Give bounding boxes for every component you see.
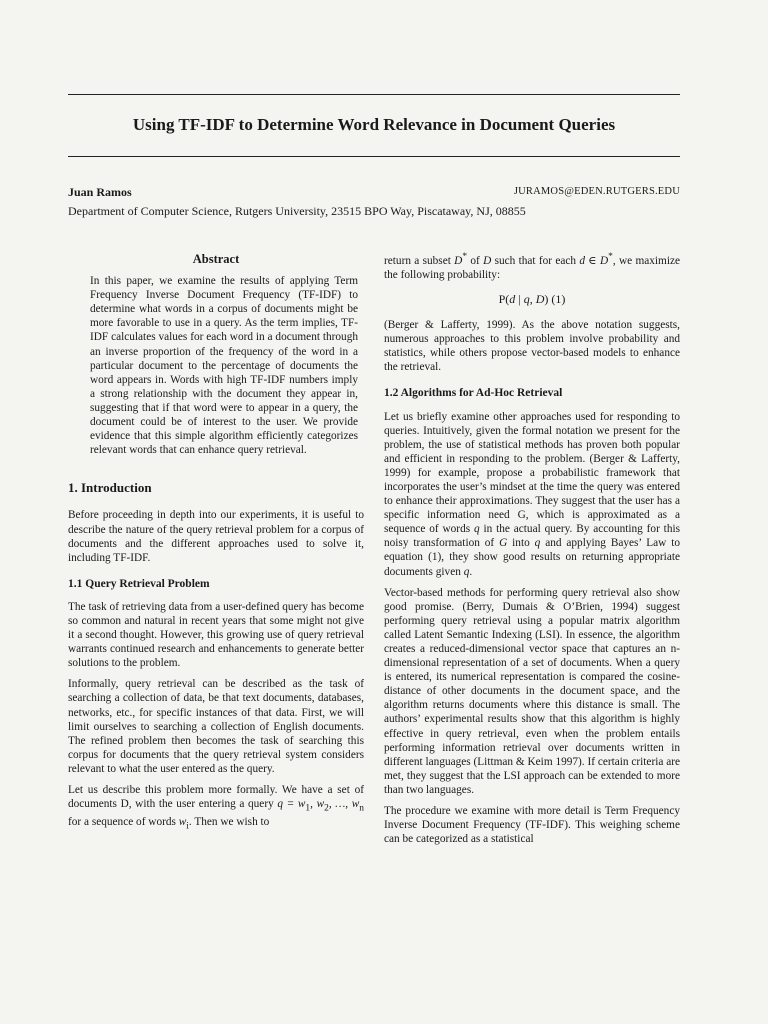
- equation-1: P(d | q, D) (1): [498, 291, 566, 306]
- s12-paragraph-2: Vector-based methods for performing query retrieval also show good promise. (Berry, Dumais & O’Brien, 1994) suggest performing query retrieval using a popular matrix algorithm called Latent Semantic Indexing (LSI). In essence, the algorithm creates a reduced-dimensional vector space that captures an n-dimensional representation of a set of documents. When a query is entered, its numerical representation is compared the cosine-distance of other documents in the document space, and the algorithm returns documents where this distance is small. The authors’ experimental results show that this algorithm is highly effective in query retrieval, even when the problem entails performing information retrieval over documents written in different languages (Littman & Keim 1997). If certain criteria are met, they suggest that the LSI approach can be extended to more than two languages.: [384, 586, 680, 796]
- s12-paragraph-1: Let us briefly examine other approaches used for responding to queries. Intuitively, given the formal notation we present for the problem, the use of statistical methods has proven both popular and efficient in responding to the problem. (Berger & Lafferty, 1999) for example, propose a probabilistic framework that incorporates the user’s mindset at the time the query was entered to enhance their approximations. They suggest that the user has a specific information need G, which is approximated as a sequence of words q in the actual query. By accounting for this noisy transformation of G into q and applying Bayes’ Law to equation (1), they show good results on returning appropriate documents given q.: [384, 410, 681, 578]
- subsection-heading-query-retrieval: 1.1 Query Retrieval Problem: [68, 577, 210, 590]
- section-heading-introduction: 1. Introduction: [68, 480, 152, 496]
- right-paragraph-1: (Berger & Lafferty, 1999). As the above notation suggests, numerous approaches to this problem involve probability and statistics, while others propose vector-based models to enhance the retrieval.: [384, 319, 680, 374]
- s11-paragraph-1: The task of retrieving data from a user-defined query has become so common and natural in recent years that some might not give it a second thought. However, this growing use of query retrieval warrants continued research and enhancements to generate better solutions to the problem.: [68, 600, 364, 670]
- s11-paragraph-2: Informally, query retrieval can be described as the task of searching a collection of data, be that text documents, databases, networks, etc., for specific instances of that data. First, we will limit ourselves to searching a collection of English documents. The refined problem then becomes the task of searching this corpus for documents that the query retrieval system considers relevant to what the user entered as the query.: [68, 678, 364, 775]
- s12-paragraph-3: The procedure we examine with more detail is Term Frequency Inverse Document Frequency (TF-IDF). This weighing scheme can be categorized as a statistical: [384, 805, 680, 846]
- author-affiliation: Department of Computer Science, Rutgers University, 23515 BPO Way, Piscataway, NJ, 08855: [68, 204, 526, 218]
- paper-title: Using TF-IDF to Determine Word Relevance in Document Queries: [132, 115, 616, 134]
- intro-paragraph: Before proceeding in depth into our experiments, it is useful to describe the nature of the query retrieval problem for a corpus of documents and the different approaches used to solve it, including TF-IDF.: [68, 509, 364, 564]
- right-column: [384, 250, 680, 853]
- abstract-heading: Abstract: [192, 252, 240, 266]
- right-continuation-paragraph: return a subset D* of D such that for each d ∈ D*, we maximize the following probability:: [384, 252, 681, 281]
- author-name: Juan Ramos: [68, 185, 132, 199]
- subsection-heading-adhoc-retrieval: 1.2 Algorithms for Ad-Hoc Retrieval: [384, 387, 563, 400]
- left-column: [68, 250, 364, 841]
- title-bottom-rule: [68, 156, 680, 157]
- author-email: JURAMOS@EDEN.RUTGERS.EDU: [513, 186, 680, 197]
- top-rule: [68, 94, 680, 95]
- abstract-text: In this paper, we examine the results of applying Term Frequency Inverse Document Frequency (TF-IDF) to determine what words in a corpus of documents might be more favorable to use in a query. As the term implies, TF-IDF calculates values for each word in a document through an inverse proportion of the frequency of the word in a particular document to the percentage of documents the word appears in. Words with high TF-IDF numbers imply a strong relationship with the document they appear in, suggesting that if that word were to appear in a query, the document could be of interest to the user. We provide evidence that this simple algorithm efficiently categorizes relevant words that can enhance query retrieval.: [90, 275, 358, 457]
- s11-paragraph-3: Let us describe this problem more formally. We have a set of documents D, with the user entering a query $q = w_1$, $w_2$, …, $w_n$ for a sequence of words $w_i$. Then we wish to: [68, 784, 364, 832]
